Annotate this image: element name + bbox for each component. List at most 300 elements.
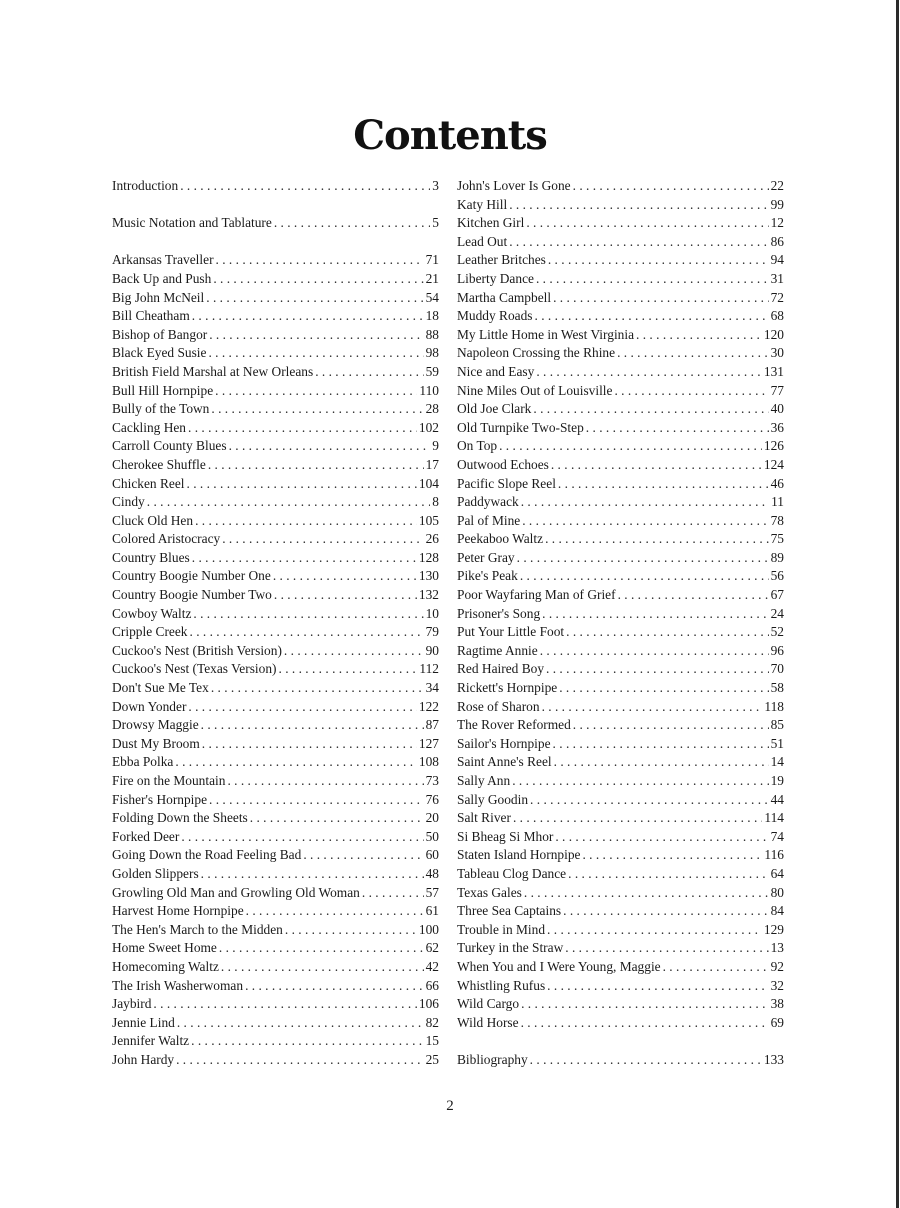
toc-entry-title: Chicken Reel bbox=[112, 475, 185, 491]
toc-entry[interactable] bbox=[112, 809, 439, 828]
dot-leader bbox=[216, 251, 424, 270]
toc-entry-title: Drowsy Maggie bbox=[112, 717, 199, 733]
dot-leader bbox=[513, 809, 762, 828]
toc-entry-page: 57 bbox=[425, 884, 439, 900]
toc-entry[interactable] bbox=[112, 400, 439, 419]
toc-entry[interactable] bbox=[112, 958, 439, 977]
toc-entry[interactable] bbox=[457, 475, 784, 494]
toc-entry-title: Dust My Broom bbox=[112, 735, 200, 751]
dot-leader bbox=[213, 270, 423, 289]
toc-entry[interactable] bbox=[457, 214, 784, 233]
dot-leader bbox=[303, 846, 423, 865]
toc-entry-page: 112 bbox=[419, 661, 439, 677]
toc-entry[interactable] bbox=[457, 530, 784, 549]
toc-entry-title: Old Joe Clark bbox=[457, 401, 532, 417]
toc-entry-title: Big John McNeil bbox=[112, 289, 205, 305]
toc-entry[interactable] bbox=[112, 846, 439, 865]
toc-entry-title: The Rover Reformed bbox=[457, 717, 571, 733]
toc-entry[interactable] bbox=[112, 512, 439, 531]
dot-leader bbox=[211, 679, 424, 698]
toc-entry[interactable] bbox=[112, 1032, 439, 1051]
toc-entry-page: 105 bbox=[418, 512, 439, 528]
dot-leader bbox=[530, 1051, 762, 1070]
toc-entry-title: Saint Anne's Reel bbox=[457, 754, 552, 770]
toc-entry[interactable] bbox=[457, 363, 784, 382]
dot-leader bbox=[512, 772, 768, 791]
toc-entry-title: Carroll County Blues bbox=[112, 438, 227, 454]
toc-entry-title: Bully of the Town bbox=[112, 401, 210, 417]
toc-entry-title: Katy Hill bbox=[457, 196, 508, 212]
dot-leader bbox=[521, 1014, 769, 1033]
toc-entry[interactable] bbox=[457, 567, 784, 586]
toc-entry-title: Old Turnpike Two-Step bbox=[457, 419, 584, 435]
dot-leader bbox=[536, 363, 762, 382]
toc-entry[interactable] bbox=[112, 419, 439, 438]
toc-entry[interactable] bbox=[112, 939, 439, 958]
toc-entry[interactable] bbox=[457, 716, 784, 735]
toc-entry[interactable] bbox=[457, 772, 784, 791]
toc-entry-title: British Field Marshal at New Orleans bbox=[112, 363, 314, 379]
toc-entry[interactable] bbox=[457, 177, 784, 196]
dot-leader bbox=[522, 512, 768, 531]
toc-entry-page: 128 bbox=[418, 549, 439, 565]
toc-entry[interactable] bbox=[457, 735, 784, 754]
toc-entry-page: 88 bbox=[425, 326, 439, 342]
tune-list-right bbox=[457, 177, 784, 1032]
toc-entry-title: Cackling Hen bbox=[112, 419, 187, 435]
toc-entry[interactable] bbox=[112, 865, 439, 884]
toc-entry[interactable] bbox=[112, 382, 439, 401]
dot-leader bbox=[274, 586, 417, 605]
toc-entry-page: 52 bbox=[770, 624, 784, 640]
toc-entry[interactable] bbox=[112, 679, 439, 698]
dot-leader bbox=[509, 196, 768, 215]
toc-entry-page: 82 bbox=[425, 1014, 439, 1030]
toc-entry[interactable] bbox=[112, 567, 439, 586]
dot-leader bbox=[545, 530, 769, 549]
toc-entry-page: 104 bbox=[418, 475, 439, 491]
dot-leader bbox=[192, 549, 417, 568]
toc-entry-title: Arkansas Traveller bbox=[112, 252, 214, 268]
dot-leader bbox=[187, 475, 417, 494]
toc-entry[interactable] bbox=[457, 921, 784, 940]
dot-leader bbox=[190, 623, 424, 642]
dot-leader bbox=[551, 456, 762, 475]
toc-entry-title: Colored Aristocracy bbox=[112, 531, 221, 547]
toc-entry-title: Fire on the Mountain bbox=[112, 773, 226, 788]
toc-entry-title: Home Sweet Home bbox=[112, 940, 217, 956]
toc-entry[interactable] bbox=[457, 512, 784, 531]
toc-entry[interactable] bbox=[112, 289, 439, 308]
toc-entry[interactable] bbox=[112, 660, 439, 679]
toc-entry[interactable] bbox=[112, 437, 439, 456]
toc-entry[interactable] bbox=[112, 1014, 439, 1033]
dot-leader bbox=[279, 660, 418, 679]
toc-entry[interactable] bbox=[457, 865, 784, 884]
toc-entry[interactable] bbox=[112, 716, 439, 735]
toc-entry-title: Wild Cargo bbox=[457, 996, 520, 1012]
toc-entry-title: Rose of Sharon bbox=[457, 698, 540, 714]
toc-entry-page: 130 bbox=[418, 568, 439, 584]
dot-leader bbox=[219, 939, 424, 958]
toc-entry[interactable] bbox=[457, 419, 784, 438]
toc-entry-title: Pike's Peak bbox=[457, 568, 518, 584]
toc-entry-page: 13 bbox=[770, 940, 784, 956]
toc-entry[interactable] bbox=[112, 791, 439, 810]
dot-leader bbox=[526, 214, 768, 233]
toc-entry[interactable] bbox=[112, 456, 439, 475]
toc-entry[interactable] bbox=[457, 679, 784, 698]
toc-entry-title: Wild Horse bbox=[457, 1014, 519, 1030]
toc-entry-title: Ebba Polka bbox=[112, 754, 174, 770]
toc-entry[interactable] bbox=[457, 698, 784, 717]
toc-entry[interactable] bbox=[457, 977, 784, 996]
dot-leader bbox=[530, 791, 769, 810]
dot-leader bbox=[221, 958, 424, 977]
toc-entry-title: Cluck Old Hen bbox=[112, 512, 194, 528]
toc-entry[interactable] bbox=[112, 753, 439, 772]
toc-entry-page: 133 bbox=[763, 1051, 784, 1067]
toc-entry-page: 77 bbox=[770, 382, 784, 398]
toc-entry-title: Napoleon Crossing the Rhine bbox=[457, 345, 616, 361]
toc-entry-title: Bull Hill Hornpipe bbox=[112, 382, 214, 398]
dot-leader bbox=[250, 809, 424, 828]
back-matter-list bbox=[457, 1051, 784, 1070]
dot-leader bbox=[546, 660, 769, 679]
toc-entry[interactable] bbox=[112, 493, 439, 512]
toc-entry-page: 132 bbox=[418, 587, 439, 603]
dot-leader bbox=[520, 567, 769, 586]
toc-entry-title: Lead Out bbox=[457, 233, 508, 249]
toc-entry[interactable] bbox=[457, 623, 784, 642]
toc-entry-page: 116 bbox=[764, 847, 784, 863]
spacer bbox=[112, 196, 439, 215]
toc-entry[interactable] bbox=[112, 921, 439, 940]
dot-leader bbox=[559, 679, 768, 698]
toc-entry-title: Paddywack bbox=[457, 494, 519, 510]
toc-entry[interactable] bbox=[112, 623, 439, 642]
toc-entry-title: Whistling Rufus bbox=[457, 977, 546, 993]
toc-entry-page: 40 bbox=[770, 401, 784, 417]
toc-entry[interactable] bbox=[112, 977, 439, 996]
toc-entry-page: 89 bbox=[770, 549, 784, 565]
toc-entry[interactable] bbox=[112, 475, 439, 494]
dot-leader bbox=[533, 400, 768, 419]
toc-entry-title: Put Your Little Foot bbox=[457, 624, 565, 640]
toc-entry-page: 92 bbox=[770, 958, 784, 974]
dot-leader bbox=[209, 326, 423, 345]
toc-entry-page: 58 bbox=[770, 680, 784, 696]
toc-entry-page: 62 bbox=[425, 940, 439, 956]
dot-leader bbox=[553, 735, 769, 754]
dot-leader bbox=[558, 475, 769, 494]
dot-leader bbox=[201, 716, 424, 735]
spacer bbox=[112, 233, 439, 252]
toc-entry[interactable] bbox=[457, 270, 784, 289]
toc-entry-page: 131 bbox=[763, 363, 784, 379]
page-number: 2 bbox=[446, 1098, 454, 1114]
toc-entry-page: 68 bbox=[770, 308, 784, 324]
toc-entry-page: 64 bbox=[770, 865, 784, 881]
toc-entry-title: Bibliography bbox=[457, 1051, 528, 1067]
toc-entry-title: Red Haired Boy bbox=[457, 661, 545, 677]
toc-entry-title: Down Yonder bbox=[112, 698, 187, 714]
toc-entry-title: Don't Sue Me Tex bbox=[112, 680, 209, 696]
toc-entry-page: 100 bbox=[418, 921, 439, 937]
toc-entry-page: 21 bbox=[425, 270, 439, 286]
toc-entry-title: Jennifer Waltz bbox=[112, 1033, 190, 1049]
toc-entry-page: 76 bbox=[425, 791, 439, 807]
toc-entry-title: Introduction bbox=[112, 178, 179, 193]
dot-leader bbox=[245, 977, 424, 996]
toc-entry[interactable] bbox=[457, 251, 784, 270]
toc-entry-page: 80 bbox=[770, 884, 784, 900]
toc-entry[interactable] bbox=[457, 437, 784, 456]
dot-leader bbox=[285, 921, 417, 940]
dot-leader bbox=[273, 567, 417, 586]
toc-entry-page: 129 bbox=[763, 921, 784, 937]
toc-entry[interactable] bbox=[112, 251, 439, 270]
dot-leader bbox=[509, 233, 768, 252]
toc-entry-page: 71 bbox=[425, 252, 439, 268]
toc-entry-page: 94 bbox=[770, 252, 784, 268]
toc-entry[interactable] bbox=[112, 214, 439, 233]
toc-entry-title: Three Sea Captains bbox=[457, 903, 562, 919]
toc-entry-title: On Top bbox=[457, 438, 498, 454]
toc-entry-title: Fisher's Hornpipe bbox=[112, 791, 208, 807]
toc-entry-title: Sailor's Hornpipe bbox=[457, 735, 551, 751]
spacer bbox=[457, 1032, 784, 1051]
toc-entry[interactable] bbox=[457, 549, 784, 568]
toc-entry[interactable] bbox=[457, 307, 784, 326]
toc-entry-page: 51 bbox=[770, 735, 784, 751]
toc-entry[interactable] bbox=[457, 196, 784, 215]
toc-entry-page: 3 bbox=[432, 178, 439, 193]
toc-entry-page: 108 bbox=[418, 754, 439, 770]
toc-entry-page: 118 bbox=[764, 698, 784, 714]
toc-entry-page: 54 bbox=[425, 289, 439, 305]
toc-entry[interactable] bbox=[457, 939, 784, 958]
page-title: Contents bbox=[353, 112, 547, 159]
dot-leader bbox=[614, 382, 768, 401]
toc-entry-title: Rickett's Hornpipe bbox=[457, 680, 558, 696]
toc-entry[interactable] bbox=[112, 884, 439, 903]
toc-entry[interactable] bbox=[112, 344, 439, 363]
toc-entry-title: Cindy bbox=[112, 494, 145, 510]
toc-entry[interactable] bbox=[112, 1051, 439, 1070]
toc-entry-title: Muddy Roads bbox=[457, 308, 533, 324]
toc-entry[interactable] bbox=[112, 828, 439, 847]
dot-leader bbox=[618, 586, 769, 605]
dot-leader bbox=[540, 642, 769, 661]
dot-leader bbox=[555, 828, 768, 847]
toc-entry[interactable] bbox=[112, 270, 439, 289]
toc-entry-title: Martha Campbell bbox=[457, 289, 552, 305]
dot-leader bbox=[586, 419, 769, 438]
toc-entry-page: 8 bbox=[432, 494, 439, 510]
dot-leader bbox=[191, 1032, 423, 1051]
toc-entry[interactable] bbox=[457, 493, 784, 512]
toc-entry-page: 87 bbox=[425, 717, 439, 733]
toc-entry-title: My Little Home in West Virginia bbox=[457, 326, 635, 342]
toc-entry-title: Golden Slippers bbox=[112, 865, 199, 881]
contents-column-right bbox=[457, 177, 784, 1070]
dot-leader bbox=[636, 326, 762, 345]
toc-entry[interactable] bbox=[457, 828, 784, 847]
toc-entry-title: Cuckoo's Nest (British Version) bbox=[112, 642, 282, 658]
toc-entry-title: Growling Old Man and Growling Old Woman bbox=[112, 884, 360, 900]
toc-entry-page: 79 bbox=[425, 624, 439, 640]
toc-entry[interactable] bbox=[457, 902, 784, 921]
dot-leader bbox=[362, 884, 424, 903]
dot-leader bbox=[573, 177, 769, 196]
toc-entry[interactable] bbox=[112, 326, 439, 345]
toc-entry[interactable] bbox=[457, 958, 784, 977]
toc-entry-title: Music Notation and Tablature bbox=[112, 215, 272, 231]
toc-entry-page: 22 bbox=[770, 178, 784, 193]
dot-leader bbox=[547, 921, 762, 940]
toc-entry[interactable] bbox=[457, 382, 784, 401]
toc-entry[interactable] bbox=[457, 344, 784, 363]
dot-leader bbox=[582, 846, 762, 865]
toc-entry-page: 102 bbox=[418, 419, 439, 435]
toc-entry[interactable] bbox=[112, 772, 439, 791]
toc-entry-page: 66 bbox=[425, 977, 439, 993]
toc-entry-title: Country Boogie Number One bbox=[112, 568, 271, 584]
toc-entry[interactable] bbox=[457, 1051, 784, 1070]
toc-entry-page: 42 bbox=[425, 958, 439, 974]
toc-entry[interactable] bbox=[112, 735, 439, 754]
toc-entry-page: 106 bbox=[418, 996, 439, 1012]
toc-entry[interactable] bbox=[457, 326, 784, 345]
toc-entry-title: Peter Gray bbox=[457, 549, 515, 565]
dot-leader bbox=[176, 1051, 424, 1070]
toc-entry[interactable] bbox=[457, 995, 784, 1014]
toc-entry-page: 126 bbox=[763, 438, 784, 454]
dot-leader bbox=[193, 605, 423, 624]
toc-entry[interactable] bbox=[112, 995, 439, 1014]
toc-entry-page: 59 bbox=[425, 363, 439, 379]
toc-entry[interactable] bbox=[457, 846, 784, 865]
toc-entry-page: 11 bbox=[771, 494, 784, 510]
toc-entry-title: Si Bheag Si Mhor bbox=[457, 828, 554, 844]
dot-leader bbox=[663, 958, 769, 977]
toc-entry-title: Jaybird bbox=[112, 996, 152, 1012]
toc-entry-page: 20 bbox=[425, 810, 439, 826]
toc-entry-title: Cowboy Waltz bbox=[112, 605, 192, 621]
toc-entry-page: 36 bbox=[770, 419, 784, 435]
dot-leader bbox=[535, 307, 769, 326]
toc-entry-page: 86 bbox=[770, 233, 784, 249]
toc-entry-page: 61 bbox=[425, 903, 439, 919]
toc-entry-page: 38 bbox=[770, 996, 784, 1012]
toc-entry[interactable] bbox=[112, 642, 439, 661]
toc-entry-page: 98 bbox=[425, 345, 439, 361]
dot-leader bbox=[188, 698, 417, 717]
toc-entry[interactable] bbox=[112, 902, 439, 921]
toc-entry-page: 110 bbox=[419, 382, 439, 398]
dot-leader bbox=[617, 344, 769, 363]
toc-entry-page: 28 bbox=[425, 401, 439, 417]
toc-entry-title: Peekaboo Waltz bbox=[457, 531, 544, 547]
toc-entry-page: 30 bbox=[770, 345, 784, 361]
dot-leader bbox=[208, 456, 424, 475]
toc-entry[interactable] bbox=[457, 233, 784, 252]
toc-entry[interactable] bbox=[457, 642, 784, 661]
toc-entry-page: 99 bbox=[770, 196, 784, 212]
toc-entry[interactable] bbox=[457, 400, 784, 419]
toc-entry[interactable] bbox=[112, 549, 439, 568]
toc-entry[interactable] bbox=[112, 530, 439, 549]
toc-entry-title: The Hen's March to the Midden bbox=[112, 921, 283, 937]
toc-entry-page: 5 bbox=[432, 215, 439, 231]
dot-leader bbox=[181, 828, 423, 847]
toc-entry[interactable] bbox=[457, 1014, 784, 1033]
toc-entry-title: John Hardy bbox=[112, 1051, 175, 1067]
dot-leader bbox=[175, 753, 417, 772]
dot-leader bbox=[192, 307, 424, 326]
toc-entry-page: 70 bbox=[770, 661, 784, 677]
toc-entry[interactable] bbox=[457, 289, 784, 308]
toc-entry-title: Leather Britches bbox=[457, 252, 546, 268]
toc-entry[interactable] bbox=[112, 698, 439, 717]
toc-entry[interactable] bbox=[457, 586, 784, 605]
dot-leader bbox=[568, 865, 768, 884]
toc-entry[interactable] bbox=[112, 605, 439, 624]
toc-entry-page: 24 bbox=[770, 605, 784, 621]
toc-entry-page: 25 bbox=[425, 1051, 439, 1067]
dot-leader bbox=[211, 400, 423, 419]
toc-entry-title: Pacific Slope Reel bbox=[457, 475, 556, 491]
toc-entry[interactable] bbox=[112, 177, 439, 196]
toc-entry-title: Nice and Easy bbox=[457, 363, 535, 379]
toc-entry[interactable] bbox=[112, 586, 439, 605]
toc-entry[interactable] bbox=[112, 363, 439, 382]
toc-entry-title: When You and I Were Young, Maggie bbox=[457, 958, 661, 974]
toc-entry-title: Jennie Lind bbox=[112, 1014, 175, 1030]
toc-entry-page: 34 bbox=[425, 680, 439, 696]
toc-entry-title: Bill Cheatham bbox=[112, 308, 190, 324]
toc-entry-title: Harvest Home Hornpipe bbox=[112, 903, 244, 919]
dot-leader bbox=[517, 549, 769, 568]
toc-entry[interactable] bbox=[457, 884, 784, 903]
dot-leader bbox=[215, 382, 417, 401]
toc-entry-page: 72 bbox=[770, 289, 784, 305]
toc-entry[interactable] bbox=[457, 753, 784, 772]
toc-entry-title: Kitchen Girl bbox=[457, 215, 525, 231]
toc-entry-title: Tableau Clog Dance bbox=[457, 865, 567, 881]
toc-entry[interactable] bbox=[457, 791, 784, 810]
dot-leader bbox=[180, 177, 430, 196]
toc-entry[interactable] bbox=[457, 605, 784, 624]
dot-leader bbox=[208, 344, 423, 363]
toc-entry-title: Bishop of Bangor bbox=[112, 326, 208, 342]
dot-leader bbox=[554, 753, 769, 772]
toc-entry-title: Back Up and Push bbox=[112, 270, 212, 286]
dot-leader bbox=[147, 493, 431, 512]
toc-entry[interactable] bbox=[457, 660, 784, 679]
toc-entry[interactable] bbox=[112, 307, 439, 326]
toc-entry-page: 12 bbox=[770, 215, 784, 231]
toc-entry-title: Country Boogie Number Two bbox=[112, 587, 272, 603]
toc-entry-page: 90 bbox=[425, 642, 439, 658]
dot-leader bbox=[315, 363, 423, 382]
dot-leader bbox=[227, 772, 423, 791]
toc-entry[interactable] bbox=[457, 456, 784, 475]
toc-entry[interactable] bbox=[457, 809, 784, 828]
toc-entry-title: John's Lover Is Gone bbox=[457, 178, 571, 193]
toc-entry-page: 15 bbox=[425, 1033, 439, 1049]
